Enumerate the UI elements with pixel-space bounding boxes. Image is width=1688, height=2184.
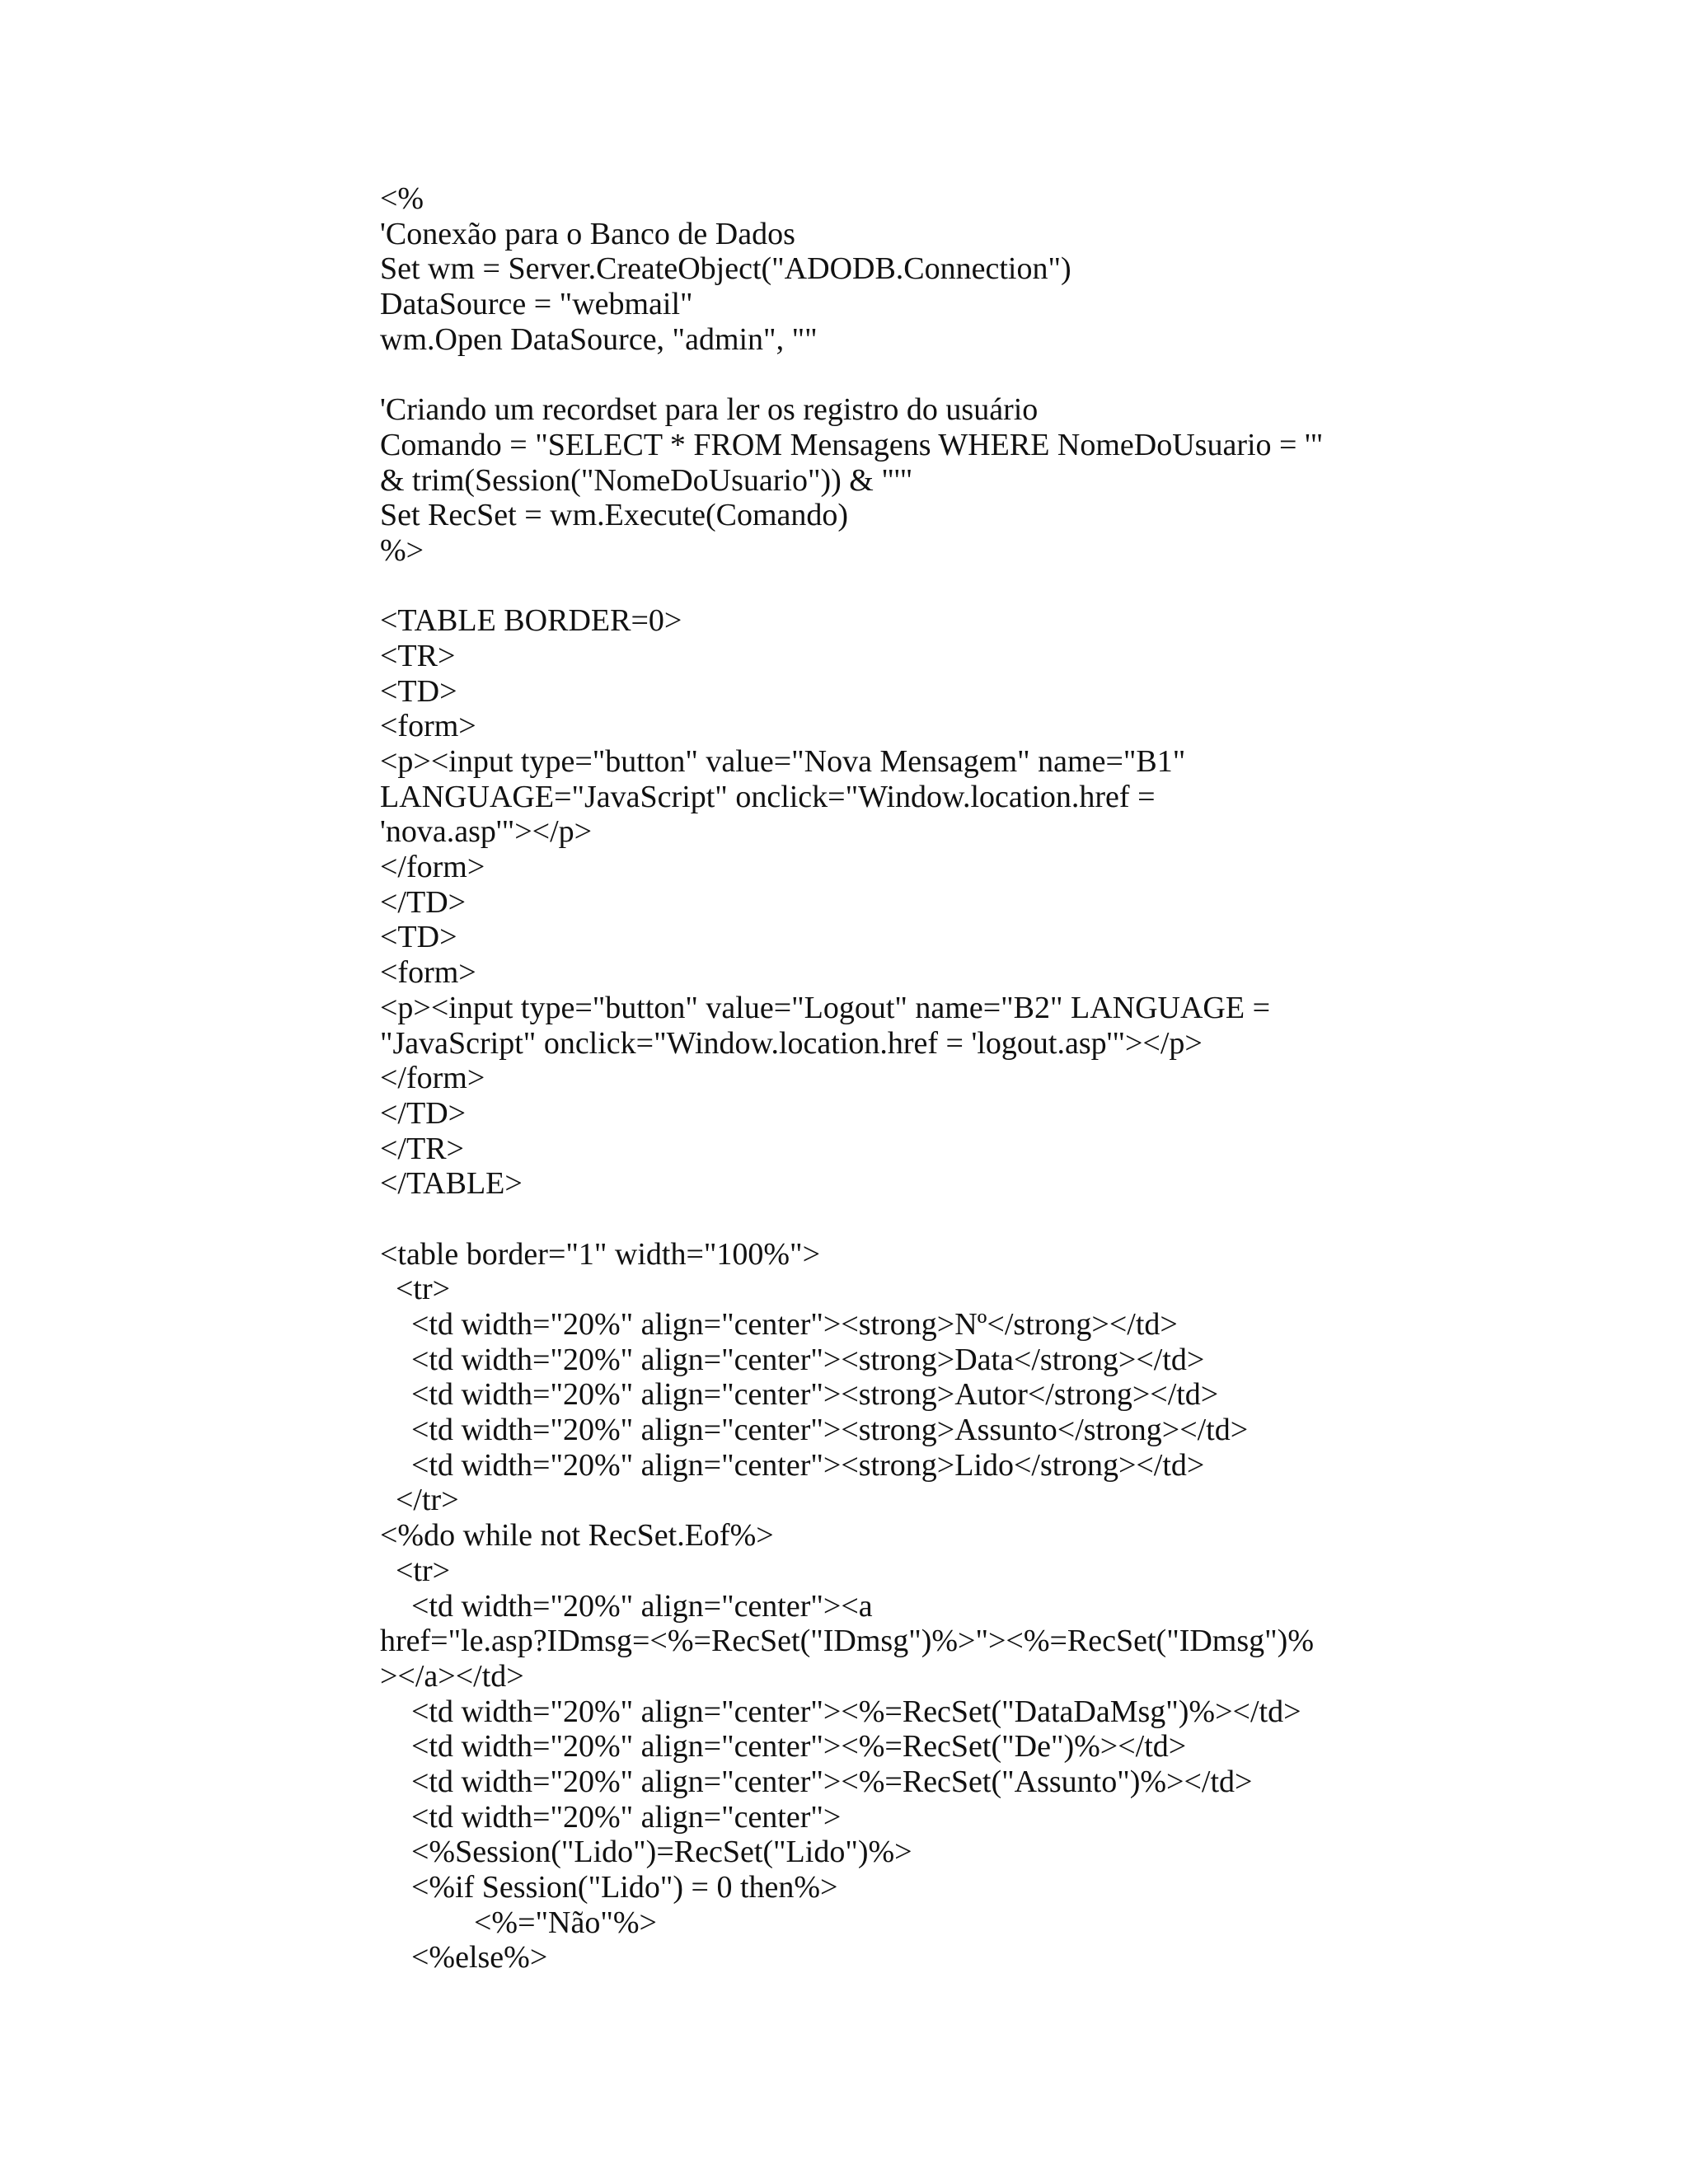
code-line: <TR> bbox=[380, 638, 456, 673]
code-line: </form> bbox=[380, 1061, 485, 1096]
code-line: 'Conexão para o Banco de Dados bbox=[380, 216, 795, 251]
code-line: %> bbox=[380, 532, 424, 568]
code-line: <%else%> bbox=[380, 1940, 548, 1975]
code-line: </TD> bbox=[380, 1095, 467, 1131]
code-line: <td width="20%" align="center"><strong>Nº</strong></td> bbox=[380, 1307, 1178, 1342]
code-line: <p><input type="button" value="Logout" name="B2" LANGUAGE = bbox=[380, 990, 1271, 1025]
code-line: <td width="20%" align="center"><%=RecSet("De")%></td> bbox=[380, 1729, 1187, 1765]
code-line: </tr> bbox=[380, 1483, 459, 1518]
code-line: </TD> bbox=[380, 884, 467, 920]
code-line: <tr> bbox=[380, 1272, 451, 1307]
code-line: ></a></td> bbox=[380, 1658, 524, 1694]
blank-line bbox=[380, 1202, 1402, 1237]
code-line: <td width="20%" align="center"><%=RecSet("Assunto")%></td> bbox=[380, 1764, 1253, 1799]
code-line: <%Session("Lido")=RecSet("Lido")%> bbox=[380, 1835, 912, 1870]
code-line: <p><input type="button" value="Nova Mensagem" name="B1" bbox=[380, 744, 1186, 779]
blank-line bbox=[380, 357, 1402, 392]
code-line: 'nova.asp'"></p> bbox=[380, 814, 593, 850]
code-line: <form> bbox=[380, 709, 476, 744]
code-line: <td width="20%" align="center"><a bbox=[380, 1588, 873, 1624]
code-line: <TD> bbox=[380, 920, 457, 955]
code-listing bbox=[380, 181, 1402, 1975]
code-line: <%if Session("Lido") = 0 then%> bbox=[380, 1870, 838, 1905]
code-line: <td width="20%" align="center"><strong>Lido</strong></td> bbox=[380, 1447, 1205, 1483]
code-line: <TD> bbox=[380, 673, 457, 709]
code-line: <%do while not RecSet.Eof%> bbox=[380, 1518, 774, 1554]
code-line: </TABLE> bbox=[380, 1166, 523, 1202]
code-line: href="le.asp?IDmsg=<%=RecSet("IDmsg")%>"><%=RecSet("IDmsg")% bbox=[380, 1624, 1314, 1659]
code-line: <%="Não"%> bbox=[380, 1905, 657, 1940]
code-line: Comando = "SELECT * FROM Mensagens WHERE NomeDoUsuario = '" bbox=[380, 427, 1324, 462]
code-line: <table border="1" width="100%"> bbox=[380, 1236, 821, 1272]
code-line: <TABLE BORDER=0> bbox=[380, 603, 682, 639]
code-line: <td width="20%" align="center"><strong>Assunto</strong></td> bbox=[380, 1413, 1249, 1448]
code-line: wm.Open DataSource, "admin", "" bbox=[380, 321, 818, 357]
code-line: <td width="20%" align="center"><%=RecSet("DataDaMsg")%></td> bbox=[380, 1694, 1301, 1729]
code-line: <td width="20%" align="center"><strong>Data</strong></td> bbox=[380, 1342, 1205, 1377]
code-line: Set wm = Server.CreateObject("ADODB.Connection") bbox=[380, 251, 1071, 287]
code-line: 'Criando um recordset para ler os registro do usuário bbox=[380, 392, 1039, 428]
blank-line bbox=[380, 569, 1402, 604]
code-line: Set RecSet = wm.Execute(Comando) bbox=[380, 498, 849, 533]
code-line: <td width="20%" align="center"><strong>Autor</strong></td> bbox=[380, 1377, 1219, 1413]
code-line: & trim(Session("NomeDoUsuario")) & "'" bbox=[380, 462, 913, 498]
code-line: </TR> bbox=[380, 1131, 464, 1166]
code-line: "JavaScript" onclick="Window.location.href = 'logout.asp'"></p> bbox=[380, 1025, 1203, 1061]
code-line: </form> bbox=[380, 850, 485, 885]
code-line: <% bbox=[380, 181, 424, 216]
code-line: <td width="20%" align="center"> bbox=[380, 1799, 842, 1835]
code-line: <form> bbox=[380, 955, 476, 991]
code-line: LANGUAGE="JavaScript" onclick="Window.location.href = bbox=[380, 779, 1156, 814]
code-line: <tr> bbox=[380, 1553, 451, 1588]
code-line: DataSource = "webmail" bbox=[380, 287, 693, 322]
